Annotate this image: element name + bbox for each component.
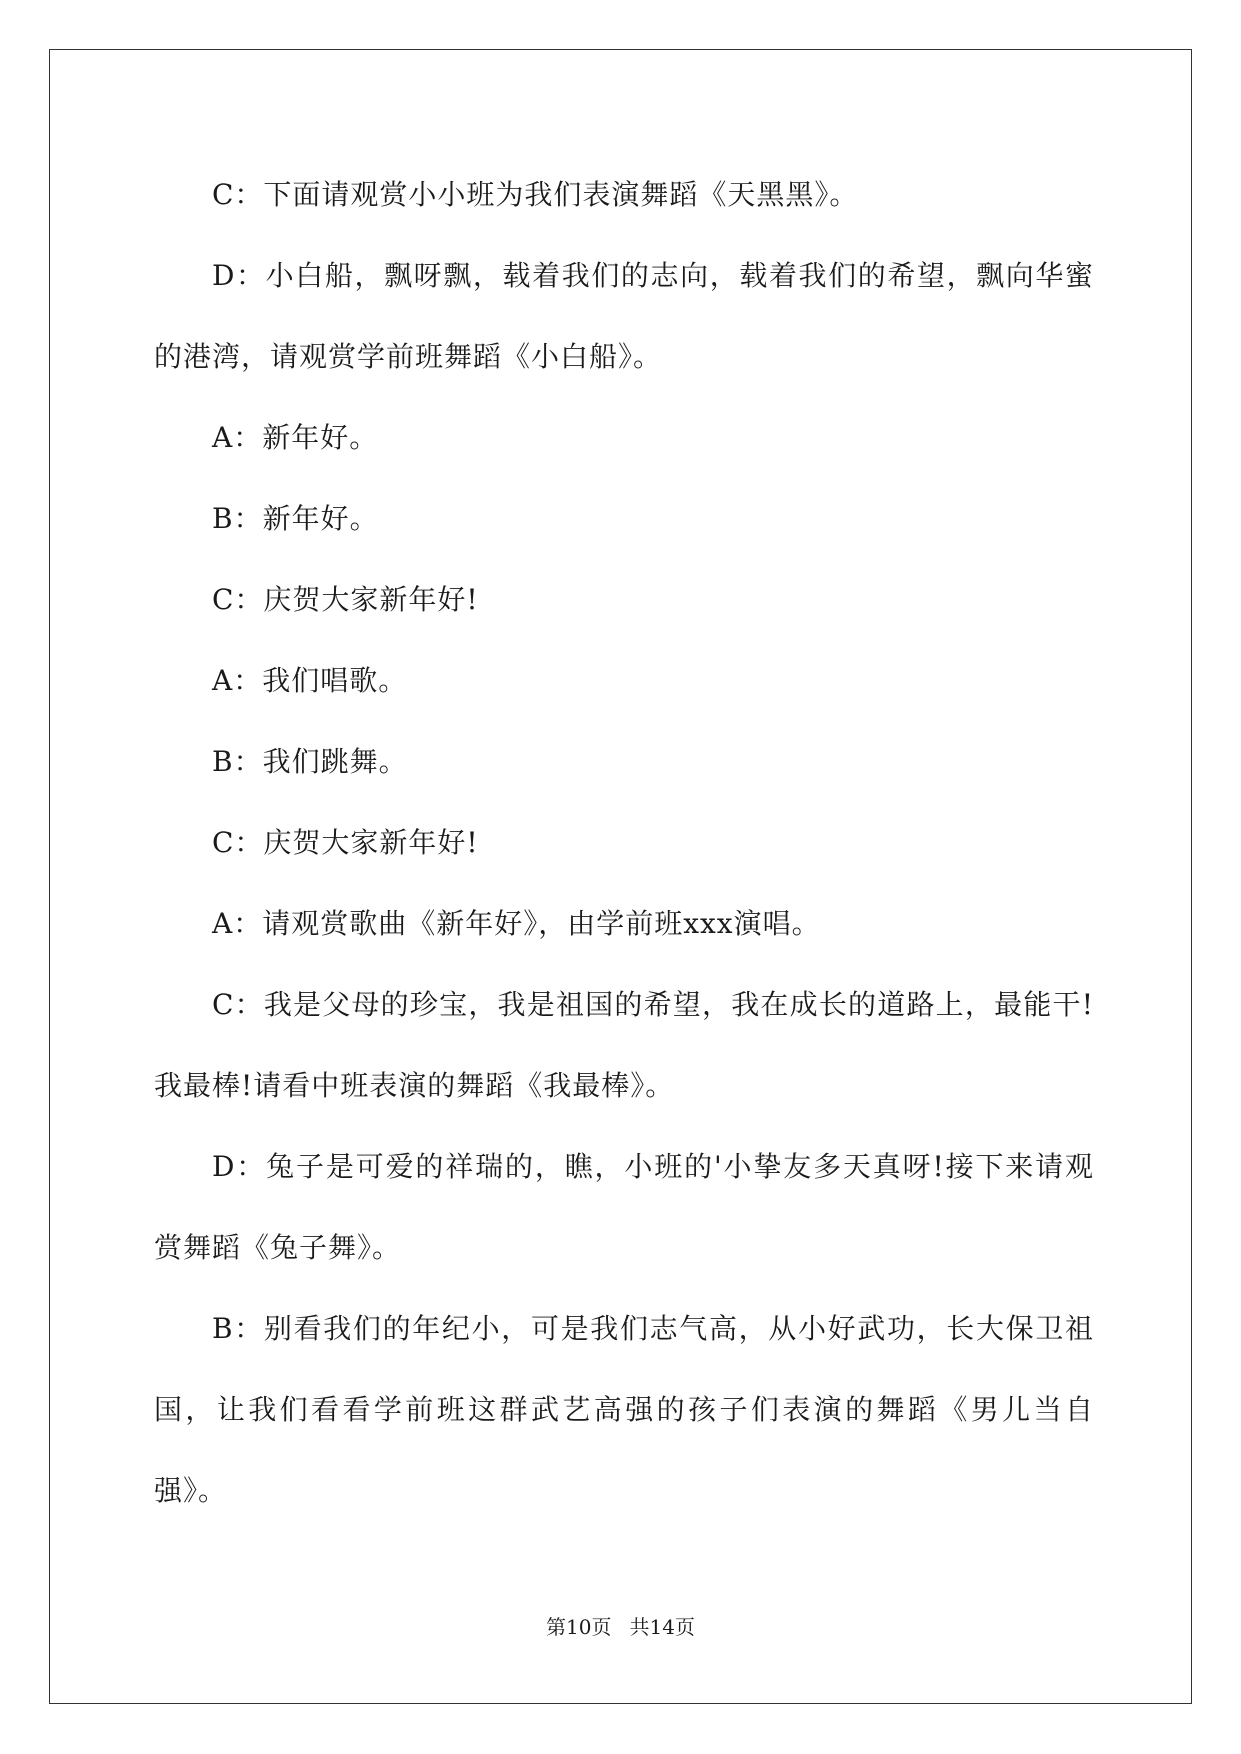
page-total: 共14页 <box>629 1615 695 1639</box>
paragraph: C：庆贺大家新年好! <box>212 583 479 616</box>
paragraph: A：新年好。 <box>212 421 379 454</box>
page-number: 第10页 <box>546 1615 612 1639</box>
paragraph: A：请观赏歌曲《新年好》，由学前班xxx演唱。 <box>212 907 821 940</box>
paragraph: B：别看我们的年纪小，可是我们志气高，从小好武功，长大保卫祖国，让我们看看学前班这群武艺高强的孩子们表演的舞蹈《男儿当自强》。 <box>154 1312 1094 1507</box>
paragraph: A：我们唱歌。 <box>212 664 408 697</box>
paragraph: C：我是父母的珍宝，我是祖国的希望，我在成长的道路上，最能干!我最棒!请看中班表演的舞蹈《我最棒》。 <box>154 988 1094 1102</box>
paragraph: D：兔子是可爱的祥瑞的，瞧，小班的'小挚友多天真呀!接下来请观赏舞蹈《兔子舞》。 <box>154 1150 1094 1264</box>
document-body <box>154 154 1094 1531</box>
paragraph: B：我们跳舞。 <box>212 745 408 778</box>
paragraph: D：小白船，飘呀飘，载着我们的志向，载着我们的希望，飘向华蜜的港湾，请观赏学前班舞蹈《小白船》。 <box>154 259 1094 373</box>
paragraph: B：新年好。 <box>212 502 379 535</box>
page-footer <box>0 1614 1241 1640</box>
paragraph: C：庆贺大家新年好! <box>212 826 479 859</box>
paragraph: C：下面请观赏小小班为我们表演舞蹈《天黑黑》。 <box>212 178 859 211</box>
